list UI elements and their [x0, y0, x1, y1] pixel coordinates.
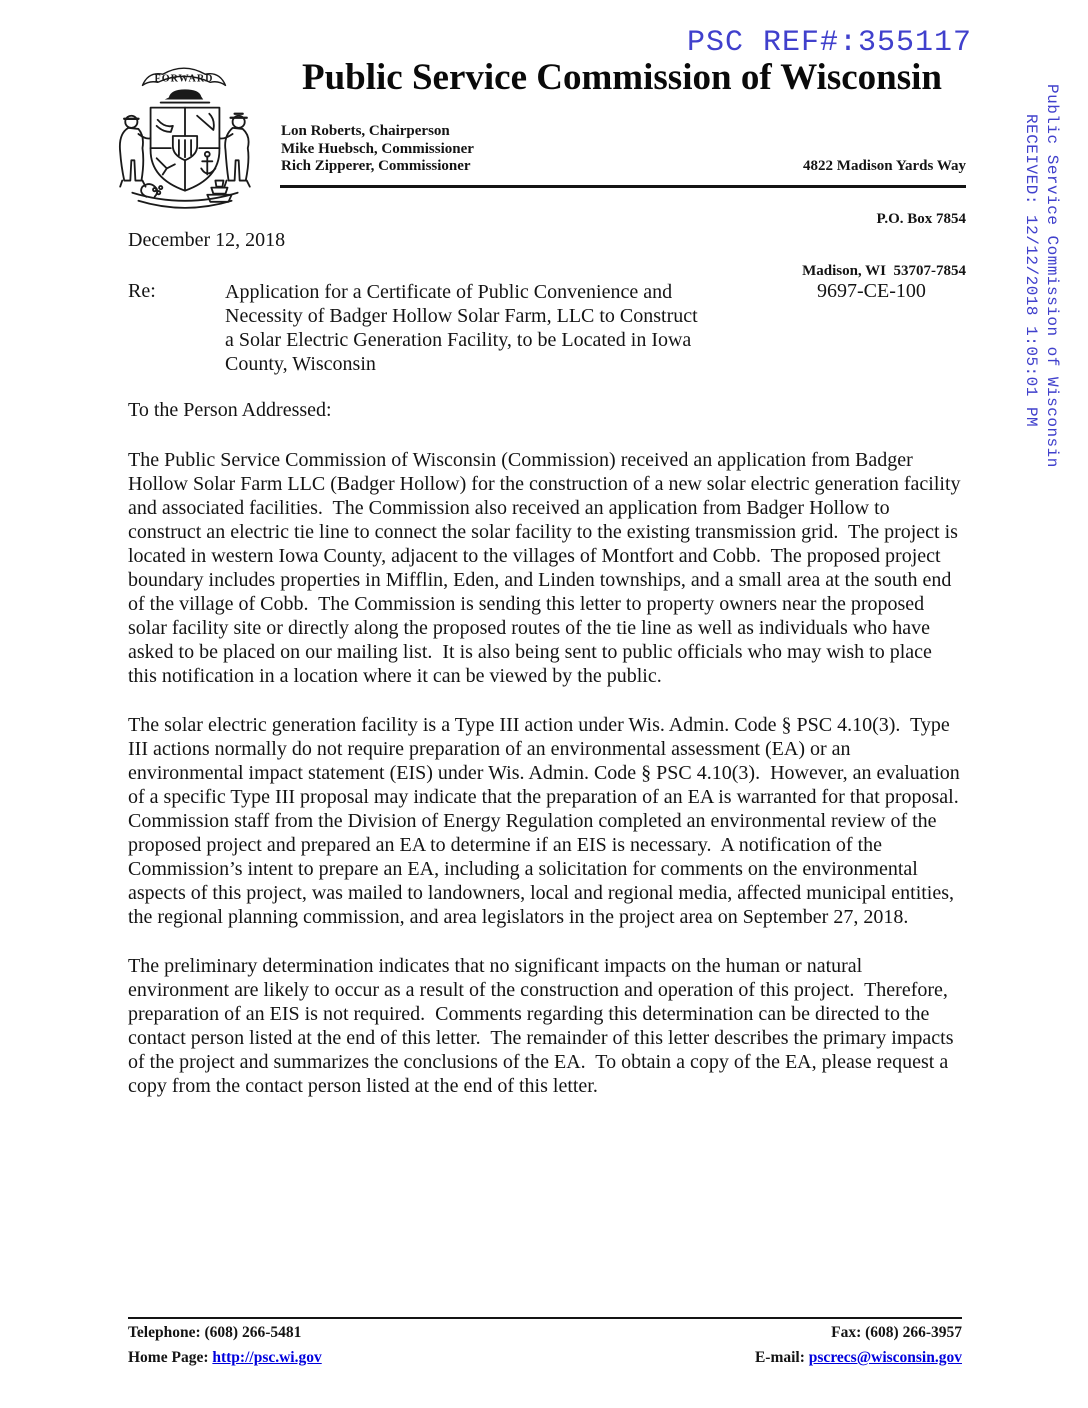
seal-motto: FORWARD — [154, 73, 214, 85]
letter-date: December 12, 2018 — [128, 229, 286, 251]
page-title: Public Service Commission of Wisconsin — [301, 57, 942, 98]
re-subject-line: County, Wisconsin — [225, 353, 376, 375]
plow-icon — [157, 120, 173, 132]
salutation: To the Person Addressed: — [128, 399, 332, 421]
paragraph-1: The Public Service Commission of Wisconsin (Commission) received an application from Badger Hollow Solar Farm LLC (Badger Hollow) for the construction of a new solar electric generation facility and associated facilities. The Commission also received an application from Badger Hollow to construct an electric tie line to connect the solar facility to the existing transmission grid. The project is located in western Iowa County, adjacent to the villages of Montfort and Cobb. The proposed project boundary includes properties in Mifflin, Eden, and Linden townships, and a small area at the south end of the village of Cobb. The Commission is sending this letter to property owners near the proposed solar facility site or directly along the proposed routes of the tie line as well as individuals who have asked to be placed on our mailing list. It is also being sent to public officials who may wish to place this notification in a location where it can be viewed by the public. — [128, 449, 966, 687]
docket-number: 9697-CE-100 — [817, 280, 926, 302]
footer-fax — [831, 1324, 962, 1342]
address-street: 4822 Madison Yards Way — [803, 158, 966, 174]
email-label: E-mail: — [754, 1349, 805, 1366]
telephone-label: Telephone: — [128, 1324, 201, 1341]
re-subject-line: Application for a Certificate of Public Convenience and — [225, 281, 673, 303]
paragraph-3: The preliminary determination indicates that no significant impacts on the human or natural environment are likely to occur as a result of the construction and operation of this project. Therefore, preparation of an EIS is not required. Comments regarding this determination can be directed to the contact person listed at the end of this letter. The remainder of this letter describes the primary impacts of the project and summarizes the conclusions of the EA. To obtain a copy of the EA, please request a copy from the contact person listed at the end of this letter. — [128, 955, 959, 1097]
re-label: Re: — [128, 280, 156, 302]
official-commissioner-1: Mike Huebsch, Commissioner — [281, 140, 474, 157]
email-link[interactable]: pscrecs@wisconsin.gov — [808, 1349, 962, 1366]
wisconsin-seal — [104, 54, 266, 218]
re-subject-line: Necessity of Badger Hollow Solar Farm, LLC to Construct — [225, 305, 698, 327]
paragraph-2: The solar electric generation facility is a Type III action under Wis. Admin. Code § PSC 4.10(3). Type III actions normally do not require preparation of an environmental assessment (EA) or an environmental impact statement (EIS) under Wis. Admin. Code § PSC 4.10(3). However, an evaluation of a specific Type III proposal may indicate that the preparation of an EA is warranted for that proposal. Commission staff from the Division of Energy Regulation completed an environmental review of the proposed project and prepared an EA to determine if an EIS is necessary. A notification of the Commission’s intent to prepare an EA, including a solicitation for comments on the environmental aspects of this project, was mailed to landowners, local and regional media, affected municipal entities, the regional planning commission, and area legislators in the project area on September 27, 2018. — [128, 714, 969, 928]
fax-number: (608) 266-3957 — [865, 1324, 962, 1341]
homepage-label: Home Page: — [128, 1349, 209, 1366]
fax-label: Fax: — [831, 1324, 862, 1341]
officials-list — [281, 123, 474, 176]
homepage-link[interactable]: http://psc.wi.gov — [212, 1349, 322, 1366]
telephone-number: (608) 266-5481 — [204, 1324, 302, 1341]
pick-shovel-icon — [197, 114, 214, 130]
official-commissioner-2: Rich Zipperer, Commissioner — [281, 158, 471, 174]
footer-homepage — [128, 1349, 322, 1367]
address-city: Madison, WI 53707-7854 — [802, 263, 966, 279]
received-stamp-timestamp: RECEIVED: 12/12/2018 1:05:01 PM — [1022, 114, 1040, 428]
footer-divider — [128, 1317, 962, 1319]
letter-body — [128, 448, 969, 1123]
received-stamp-agency: Public Service Commission of Wisconsin — [1043, 84, 1061, 468]
re-subject-line: a Solar Electric Generation Facility, to be Located in Iowa — [225, 329, 692, 351]
psc-ref-stamp: PSC REF#:355117 — [686, 26, 972, 60]
address-pobox: P.O. Box 7854 — [876, 210, 966, 227]
badger-icon — [165, 89, 203, 99]
anchor-icon — [201, 156, 215, 174]
received-stamp — [1020, 84, 1062, 468]
footer-telephone — [128, 1324, 301, 1342]
arm-hammer-icon — [157, 158, 175, 174]
header-divider — [280, 185, 966, 188]
footer-email — [755, 1349, 962, 1367]
re-subject — [225, 280, 698, 376]
sailor-figure — [120, 116, 151, 187]
miner-figure — [219, 114, 249, 187]
official-chairperson: Lon Roberts, Chairperson — [281, 123, 450, 139]
